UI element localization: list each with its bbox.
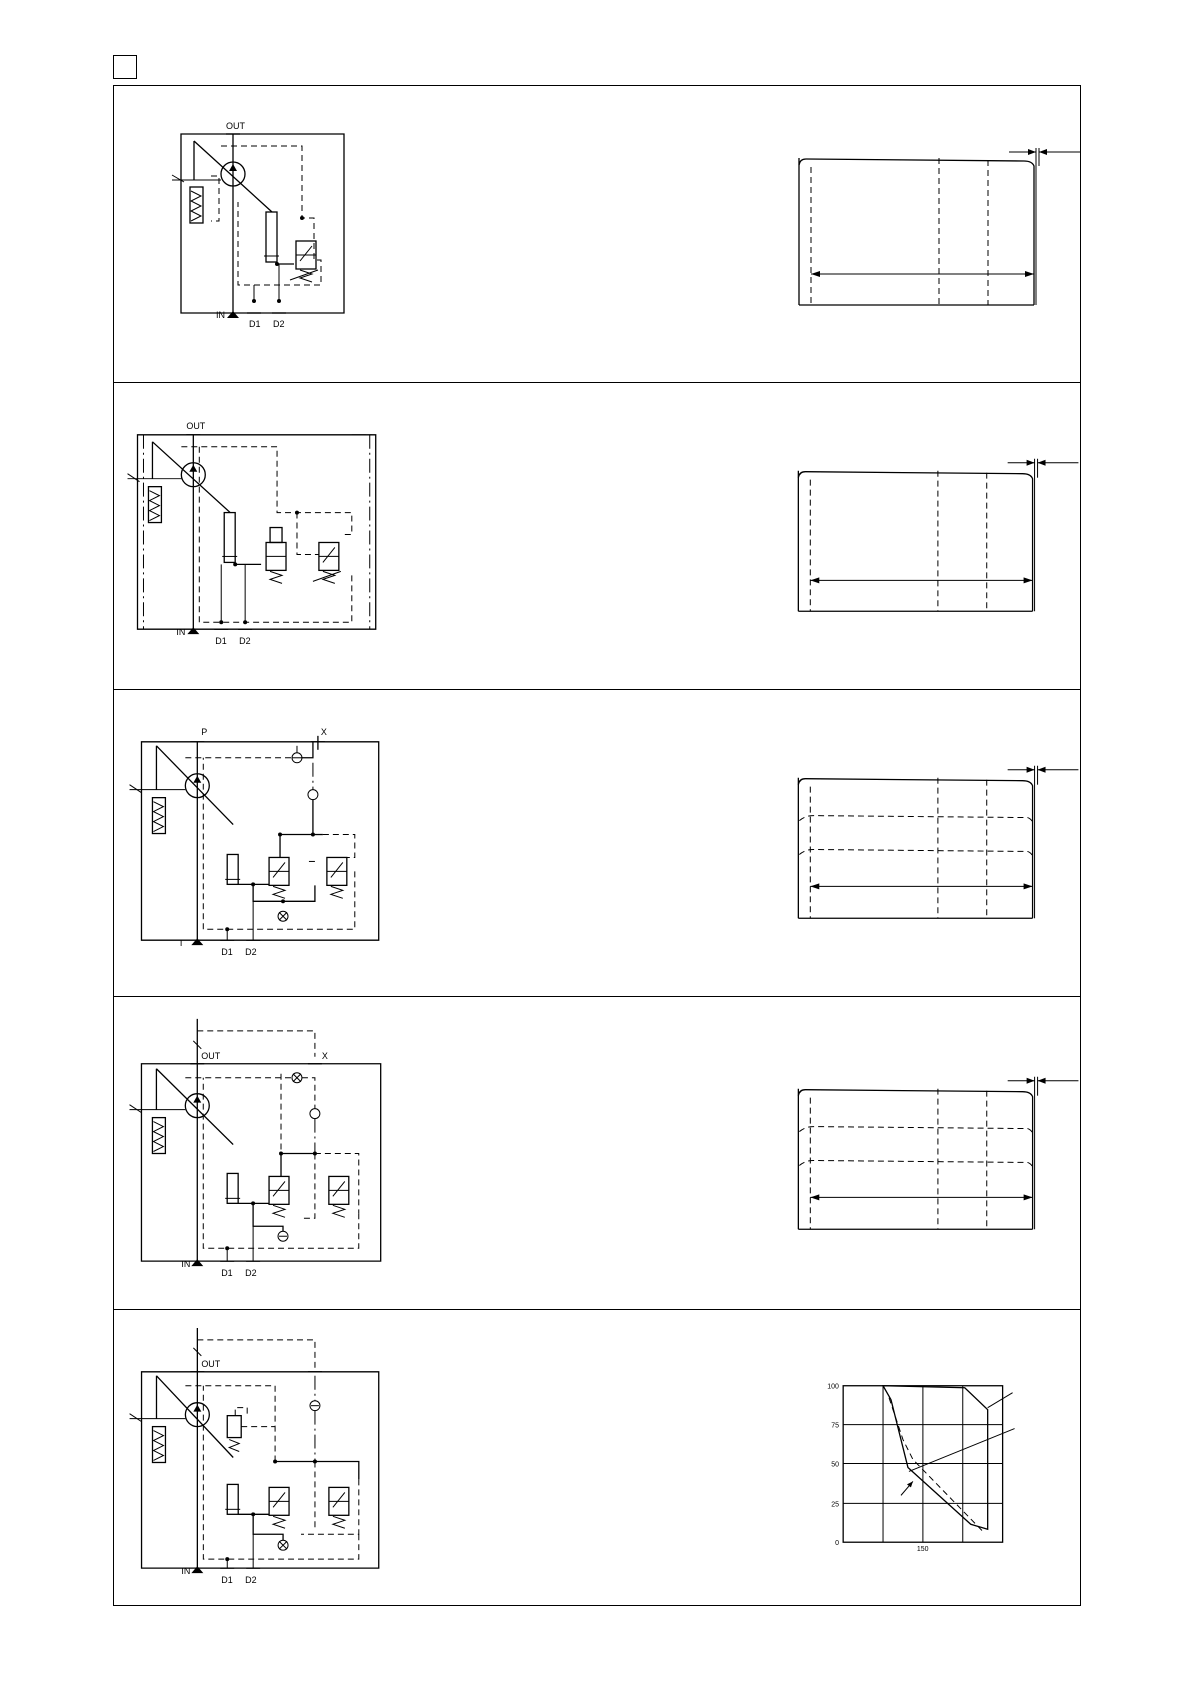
- schematic-4: [114, 997, 1080, 1309]
- schematic-5-in-label: IN: [181, 1566, 191, 1577]
- schematic-5-d2-label: D2: [245, 1575, 257, 1586]
- schematic-1-d2-label: D2: [273, 319, 285, 329]
- y-tick-label: 25: [831, 1501, 839, 1509]
- schematic-2-d1-label: D1: [215, 636, 227, 647]
- diagram-row-5: [114, 1309, 1080, 1605]
- schematic-3-d1-label: D1: [221, 947, 233, 958]
- schematic-2-in-label: IN: [176, 627, 186, 638]
- characteristic-curve-3: [798, 766, 1078, 919]
- schematic-2: [114, 383, 1080, 689]
- pressure-reducer-icon: [227, 1416, 241, 1438]
- y-tick-label: 50: [831, 1461, 839, 1469]
- performance-graph: [827, 1384, 1014, 1553]
- schematic-3-d2-label: D2: [245, 947, 257, 958]
- schematic-4-in-label: IN: [181, 1259, 191, 1270]
- schematic-4-x-label: X: [321, 1050, 328, 1061]
- diagram-row-2: [114, 382, 1080, 689]
- y-tick-label: 100: [827, 1383, 839, 1391]
- schematic-1-out-label: OUT: [226, 121, 245, 131]
- schematic-2-d2-label: D2: [239, 636, 251, 647]
- y-tick-label: 0: [835, 1540, 840, 1548]
- graph-series-solid: [883, 1386, 988, 1530]
- y-tick-label: 75: [831, 1422, 839, 1430]
- schematic-5-d1-label: D1: [221, 1575, 233, 1586]
- schematic-3-t-label: T: [178, 938, 184, 949]
- schematic-4-out-label: OUT: [201, 1050, 221, 1061]
- schematic-2-out-label: OUT: [186, 420, 206, 431]
- schematic-5-out-label: OUT: [201, 1358, 221, 1369]
- characteristic-curve-2: [798, 459, 1078, 612]
- x-tick-label: 150: [916, 1546, 929, 1554]
- diagram-row-4: [114, 996, 1080, 1309]
- diagram-row-3: [114, 689, 1080, 996]
- schematic-3-x-label: X: [320, 726, 327, 737]
- characteristic-curve-1: [799, 148, 1080, 305]
- schematic-3: [114, 690, 1080, 996]
- graph-series-dashed: [889, 1398, 983, 1532]
- schematic-3-p-label: P: [201, 726, 208, 737]
- corner-box: [113, 55, 137, 79]
- diagram-row-1: [114, 86, 1080, 382]
- schematic-4-d2-label: D2: [245, 1268, 257, 1279]
- schematic-1-d1-label: D1: [249, 319, 261, 329]
- diagram-frame: [113, 85, 1081, 1606]
- schematic-1-in-label: IN: [216, 310, 225, 320]
- schematic-1: [114, 86, 1080, 382]
- schematic-5: [114, 1310, 1080, 1605]
- characteristic-curve-4: [798, 1077, 1078, 1230]
- schematic-4-d1-label: D1: [221, 1268, 233, 1279]
